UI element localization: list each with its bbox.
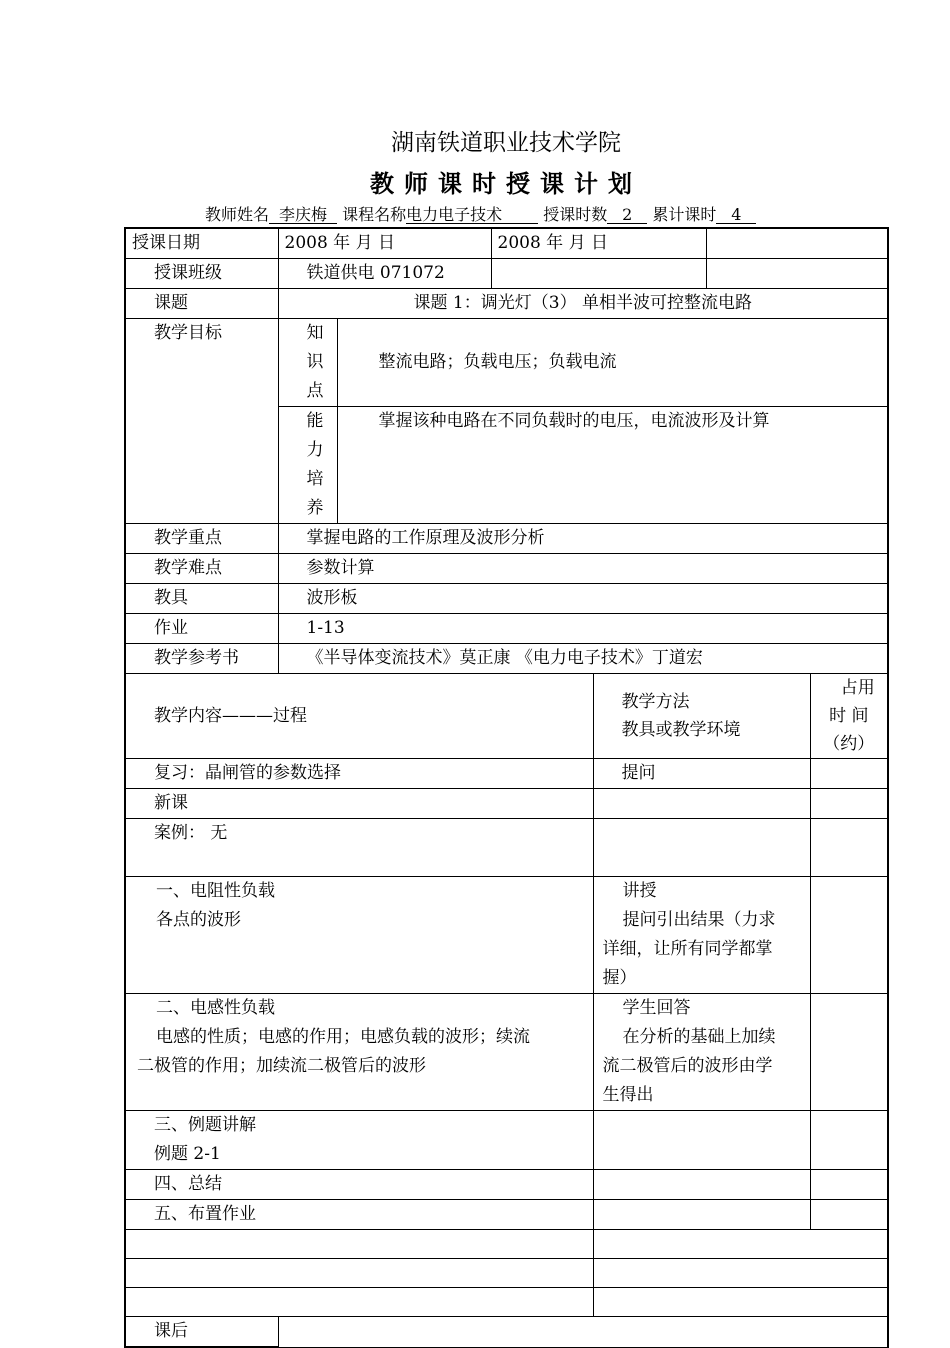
method-header: [593, 674, 810, 759]
time-header-line3: （约）: [823, 734, 875, 754]
section1-method: [593, 877, 810, 994]
class-extra-2: [706, 259, 888, 289]
key-value: 掌握电路的工作原理及波形分析: [278, 524, 888, 554]
class-label: 授课班级: [125, 259, 278, 289]
goal-knowledge-row: [125, 319, 888, 407]
section3-row: [125, 1111, 888, 1170]
ability-value: 掌握该种电路在不同负载时的电压，电流波形及计算: [337, 407, 888, 524]
section1-method-1: 讲授: [622, 881, 657, 901]
goal-label: 教学目标: [125, 319, 278, 524]
new-lesson: 新课: [125, 789, 593, 819]
topic-value: 课题 1：调光灯（3） 单相半波可控整流电路: [278, 289, 888, 319]
section3-content: [125, 1111, 593, 1170]
section4-title: 四、总结: [125, 1170, 593, 1200]
review-method: 提问: [593, 759, 810, 789]
time-header-line2: 时 间: [829, 706, 869, 726]
document-title: 教师课时授课计划: [370, 169, 642, 198]
section4-time: [810, 1170, 888, 1200]
topic-row: [125, 289, 888, 319]
class-value: 铁道供电 071072: [278, 259, 491, 289]
section3-time: [810, 1111, 888, 1170]
class-row: [125, 259, 888, 289]
review-content: 复习：晶闸管的参数选择: [125, 759, 593, 789]
key-label: 教学重点: [125, 524, 278, 554]
empty-cell-3b: [593, 1288, 888, 1317]
empty-cell-3a: [125, 1288, 593, 1317]
reference-value: 《半导体变流技术》莫正康 《电力电子技术》丁道宏: [278, 644, 888, 674]
case-content: 案例： 无: [125, 819, 593, 877]
empty-row-2: [125, 1259, 888, 1288]
ability-label-text: 能力培养: [306, 411, 328, 518]
date-label: 授课日期: [125, 228, 278, 259]
empty-row-3: [125, 1288, 888, 1317]
new-lesson-time: [810, 789, 888, 819]
total-value: 4: [716, 206, 756, 224]
info-line: [205, 202, 756, 225]
difficult-label: 教学难点: [125, 554, 278, 584]
difficult-row: [125, 554, 888, 584]
empty-cell-2b: [593, 1259, 888, 1288]
reference-label: 教学参考书: [125, 644, 278, 674]
after-class-row: [125, 1317, 888, 1348]
case-method: [593, 819, 810, 877]
section1-method-2c: 握）: [602, 968, 637, 988]
after-class-value: [278, 1317, 888, 1348]
tools-label: 教具: [125, 584, 278, 614]
homework-row: [125, 614, 888, 644]
content-header-row: [125, 674, 888, 759]
section5-row: [125, 1200, 888, 1230]
teacher-label: 教师姓名: [205, 205, 270, 224]
section1-body: 各点的波形: [156, 910, 241, 930]
homework-value: 1-13: [278, 614, 888, 644]
review-time: [810, 759, 888, 789]
course-name: 电力电子技术: [406, 206, 538, 224]
new-lesson-method: [593, 789, 810, 819]
tools-value: 波形板: [278, 584, 888, 614]
class-extra-1: [491, 259, 706, 289]
section1-time: [810, 877, 888, 994]
section2-method-2a: 在分析的基础上加续: [622, 1027, 776, 1047]
hours-label: 授课时数: [543, 205, 608, 224]
section1-title: 一、电阻性负载: [156, 881, 275, 901]
section2-time: [810, 994, 888, 1111]
date-2: 2008 年 月 日: [491, 228, 706, 259]
method-header-line1: 教学方法: [621, 692, 690, 712]
date-1: 2008 年 月 日: [278, 228, 491, 259]
section4-method: [593, 1170, 810, 1200]
date-row: [125, 228, 888, 259]
time-header: [810, 674, 888, 759]
teacher-name: 李庆梅: [269, 206, 337, 224]
ability-label: [278, 407, 337, 524]
empty-cell-1b: [593, 1230, 888, 1259]
section2-row: [125, 994, 888, 1111]
section2-body-a: 电感的性质；电感的作用；电感负载的波形；续流: [156, 1027, 530, 1047]
course-label: 课程名称: [342, 205, 407, 224]
total-label: 累计课时: [652, 205, 717, 224]
section2-method-1: 学生回答: [622, 998, 691, 1018]
homework-label: 作业: [125, 614, 278, 644]
review-row: [125, 759, 888, 789]
section2-title: 二、电感性负载: [156, 998, 275, 1018]
difficult-value: 参数计算: [278, 554, 888, 584]
section3-body: 例题 2-1: [154, 1144, 221, 1164]
section1-method-2b: 详细，让所有同学都掌: [602, 939, 773, 959]
section2-method-2b: 流二极管后的波形由学: [602, 1056, 773, 1076]
topic-label: 课题: [125, 289, 278, 319]
knowledge-value: 整流电路；负载电压；负载电流: [337, 319, 888, 407]
empty-cell-1a: [125, 1230, 593, 1259]
knowledge-label: 知识点: [278, 319, 337, 407]
new-lesson-row: [125, 789, 888, 819]
after-class-label: 课后: [125, 1317, 278, 1348]
case-row: [125, 819, 888, 877]
tools-row: [125, 584, 888, 614]
section1-content: [125, 877, 593, 994]
lesson-plan-table: [124, 227, 889, 1348]
section2-body-b: 二极管的作用；加续流二极管后的波形: [137, 1056, 426, 1076]
section1-method-2a: 提问引出结果（力求: [622, 910, 776, 930]
section5-title: 五、布置作业: [125, 1200, 593, 1230]
empty-cell-2a: [125, 1259, 593, 1288]
date-3: [706, 228, 888, 259]
section5-method: [593, 1200, 810, 1230]
empty-row-1: [125, 1230, 888, 1259]
section4-row: [125, 1170, 888, 1200]
key-row: [125, 524, 888, 554]
reference-row: [125, 644, 888, 674]
school-name: 湖南铁道职业技术学院: [391, 130, 621, 156]
section2-method-2c: 生得出: [602, 1085, 654, 1105]
process-header: 教学内容———过程: [125, 674, 593, 759]
section2-method: [593, 994, 810, 1111]
time-header-line1: 占用: [840, 678, 875, 698]
section5-time: [810, 1200, 888, 1230]
section2-content: [125, 994, 593, 1111]
section3-title: 三、例题讲解: [154, 1115, 256, 1135]
method-header-line2: 教具或教学环境: [621, 720, 741, 740]
case-time: [810, 819, 888, 877]
hours-value: 2: [607, 206, 647, 224]
section1-row: [125, 877, 888, 994]
section3-method: [593, 1111, 810, 1170]
